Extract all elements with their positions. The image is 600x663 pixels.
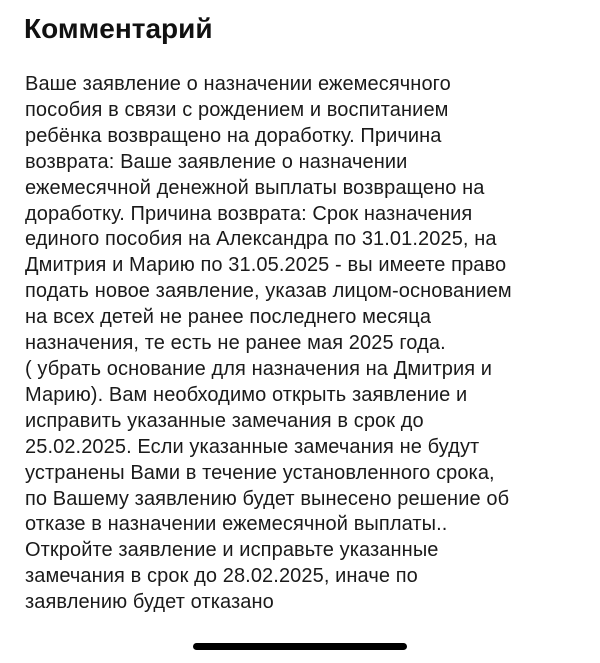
comment-line: Откройте заявление и исправьте указанные (25, 539, 439, 562)
comment-line: по Вашему заявлению будет вынесено решение об (25, 487, 510, 510)
comment-line: заявлению будет отказано (25, 591, 274, 614)
comment-line: исправить указанные замечания в срок до (25, 409, 424, 432)
comment-line: Ваше заявление о назначении ежемесячного (25, 73, 451, 95)
comment-title: Комментарий (24, 13, 213, 44)
comment-line: доработку. Причина возврата: Срок назначения (25, 202, 473, 225)
comment-line: 25.02.2025. Если указанные замечания не будут (25, 435, 480, 458)
comment-line: замечания в срок до 28.02.2025, иначе по (25, 565, 418, 588)
comment-line: возврата: Ваше заявление о назначении (25, 150, 408, 173)
comment-body (25, 72, 577, 616)
comment-line: пособия в связи с рождением и воспитанием (25, 98, 449, 121)
comment-line: ребёнка возвращено на доработку. Причина (25, 124, 442, 147)
comment-line: устранены Вами в течение установленного срока, (25, 461, 495, 484)
comment-line: единого пособия на Александра по 31.01.2025, на (25, 228, 497, 251)
comment-line: Дмитрия и Марию по 31.05.2025 - вы имеете право (25, 254, 507, 277)
comment-line: ежемесячной денежной выплаты возвращено на (25, 176, 485, 199)
comment-line: ( убрать основание для назначения на Дмитрия и (25, 357, 493, 380)
comment-line: на всех детей не ранее последнего месяца (25, 306, 432, 329)
comment-line: подать новое заявление, указав лицом-основанием (25, 280, 512, 303)
comment-line: назначения, те есть не ранее мая 2025 года. (25, 332, 446, 355)
comment-line: отказе в назначении ежемесячной выплаты.. (25, 513, 448, 536)
comment-line: Марию). Вам необходимо открыть заявление и (25, 383, 468, 406)
home-indicator[interactable] (193, 643, 407, 650)
